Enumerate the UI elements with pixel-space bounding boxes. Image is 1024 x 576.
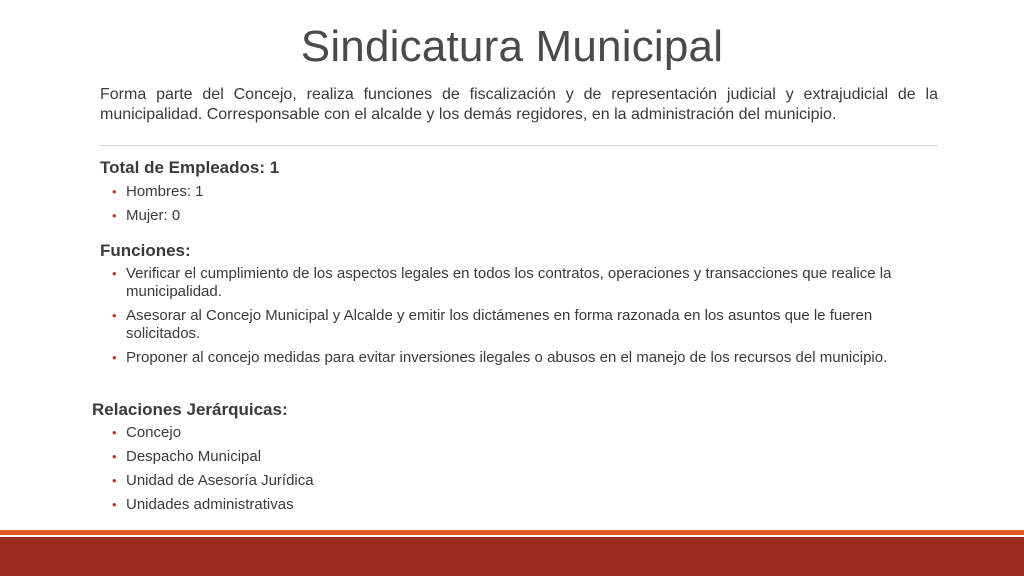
- list-item: [110, 472, 930, 490]
- list-item: [110, 265, 910, 301]
- list-item-text: Concejo: [126, 424, 182, 441]
- empleados-heading: Total de Empleados: 1: [100, 158, 280, 177]
- list-item: [110, 424, 930, 442]
- list-item-text: Unidades administrativas: [126, 496, 294, 513]
- list-item-text: Asesorar al Concejo Municipal y Alcalde y emitir los dictámenes en forma razonada en los asuntos que le fueren solicitados.: [126, 307, 873, 342]
- bullet-icon: •: [112, 184, 117, 199]
- list-item: [110, 183, 930, 201]
- list-item: [110, 207, 930, 225]
- bullet-icon: •: [112, 350, 117, 365]
- list-item-text: Proponer al concejo medidas para evitar inversiones ilegales o abusos en el manejo de los recursos del municipio.: [126, 349, 888, 366]
- list-item-text: Despacho Municipal: [126, 448, 262, 465]
- list-item-text: Verificar el cumplimiento de los aspectos legales en todos los contratos, operaciones y transacciones que realice la municipalidad.: [126, 265, 892, 300]
- bullet-icon: •: [112, 497, 117, 512]
- empleados-list: [110, 183, 930, 231]
- list-item: [110, 307, 910, 343]
- relaciones-list: [110, 424, 930, 520]
- list-item-text: Mujer: 0: [126, 207, 181, 224]
- slide-title: Sindicatura Municipal: [300, 22, 724, 71]
- divider-line: [100, 145, 938, 146]
- bullet-icon: •: [112, 266, 117, 281]
- bullet-icon: •: [112, 308, 117, 323]
- relaciones-heading: Relaciones Jerárquicas:: [92, 400, 288, 419]
- list-item: [110, 448, 930, 466]
- funciones-heading: Funciones:: [100, 241, 191, 260]
- bullet-icon: •: [112, 208, 117, 223]
- intro-paragraph: Forma parte del Concejo, realiza funciones de fiscalización y de representación judicial y extrajudicial de la municipalidad. Corresponsable con el alcalde y los demás regidores, en la administración del municipio.: [100, 86, 938, 123]
- list-item-text: Hombres: 1: [126, 183, 204, 200]
- footer-accent-bar: [0, 530, 1024, 535]
- footer-bar: [0, 537, 1024, 576]
- funciones-list: [110, 265, 910, 373]
- bullet-icon: •: [112, 473, 117, 488]
- list-item: [110, 349, 910, 367]
- bullet-icon: •: [112, 449, 117, 464]
- list-item-text: Unidad de Asesoría Jurídica: [126, 472, 314, 489]
- bullet-icon: •: [112, 425, 117, 440]
- list-item: [110, 496, 930, 514]
